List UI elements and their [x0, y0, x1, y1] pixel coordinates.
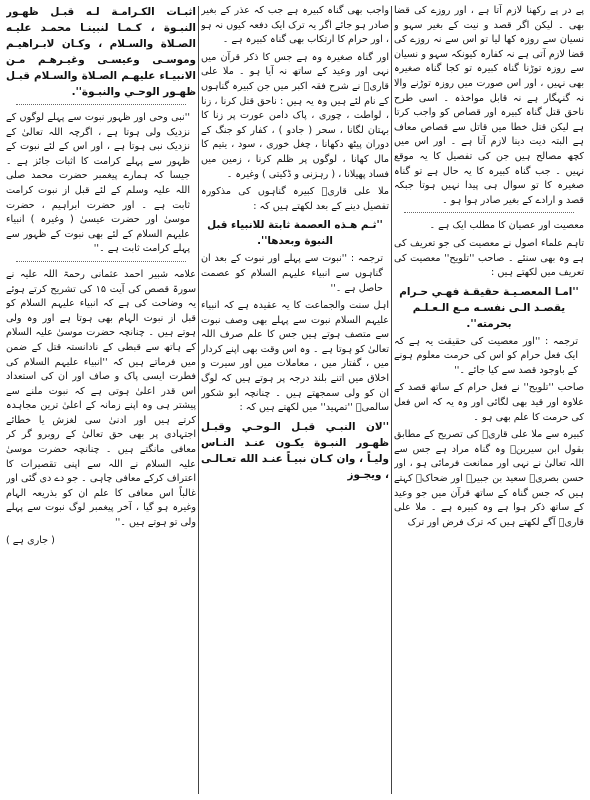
paragraph: تاہم علماء اصول نے معصیت کی جو تعریف کی ہے وہ بھی سنئے ۔ صاحب ''تلویح'' معصیت کی تعریف میں لکھتے ہیں :: [394, 237, 584, 279]
paragraph: پے در پے رکھنا لازم آتا ہے ، اور روزے کی قضا بھی ۔ لیکن اگر قصد و نیت کے بغیر سہو و نسیان سے روزہ کھا لیا تو اس سے نہ روزے کی قضا لازم آتی ہے نہ کفارہ کیونکہ سہو و نسیان سے روزہ توڑنا گناہ کبیرہ تو کجا گناہ صغیرہ بھی نہیں ، اور اس صورت میں روزہ توڑنے والا نہ گنہگار ہے نہ قابل مواخذہ ۔ اسی طرح ناحق قتل گناہ کبیرہ اور قصاص کو واجب کرتا ہے لیکن قتل خطا میں قاتل سے قصاص معاف ہے البتہ دیت دینا لازم آتا ہے ۔ اور اس میں کچھ مصالح ہیں جن کی تفصیل کا یہ موقع نہیں ۔ جب گناہ کبیرہ کا یہ حال ہے تو گناہ صغیرہ کا تو سوال ہی پیدا نہیں ہوتا جبکہ قصد و ارادے کے بغیر صادر ہوا ہو ۔: [394, 5, 584, 206]
paragraph: واجب بھی گناہ کبیرہ ہے جب کہ عذر کے بغیر صادر ہو جائے اگر یہ ترک ایک دفعہ کیوں نہ ہو ، اور حرام کا ارتکاب بھی گناہ کبیرہ ہے ۔: [201, 5, 389, 46]
translation: ترجمہ : ''نبوت سے پہلے اور نبوت کے بعد ان گناہوں سے انبیاء علیہم السلام کو عصمت حاصل ہے ۔'': [201, 253, 383, 294]
arabic-quote: ''ثـم هـذه العصمة ثابتة للانبياء قبل النبوة وبعدها''.: [207, 219, 383, 248]
paragraph: علامہ شبیر احمد عثمانی رحمۃ اللہ علیہ نے سورۃ قصص کی آیت ۱۵ کی تشریح کرتے ہوئے یہ وضاحت کی ہے کہ انبیاء علیہم السلام کو قبل از نبوت الہام بھی ہوتا ہے اور وہ ولی ہوتے ہیں ۔ چنانچہ حضرت موسیٰ علیہ السلام کے ہاتھ سے قبطی کے نادانستہ قتل کے ضمن میں فرماتے ہیں کہ ''انبیاء علیہم السلام کی فطرت ایسی پاک و صاف اور ان کی استعداد اس قدر اعلیٰ ہوتی ہے کہ نبوت ملنے سے پیشتر ہی وہ اپنے زمانہ کے اعلیٰ ترین مجاہدہ کرتے ہیں اور ادنیٰ سی لغزش یا خطائے اجتہادی پر بھی حق تعالیٰ کے روبرو گر کر معافی مانگتے ہیں ۔ چنانچہ حضرت موسیٰ علیہ السلام نے اللہ سے اپنی تقصیرات کا اعتراف کرکے معافی چاہی ۔ جو دے دی گئی اور غالباً اس معافی کا علم ان کو بذریعہ الہام وغیرہ ہو گیا ، آخر پیغمبر لوگ نبوت سے پہلے ولی تو ہوتے ہیں ۔'': [6, 268, 196, 529]
paragraph: اور گناہ صغیرہ وہ ہے جس کا ذکر قرآن میں نہی اور وعید کے ساتھ نہ آیا ہو ۔ ملا علی قاریؒ نے شرح فقہ اکبر میں جن کبیرہ گناہوں کے نام لئے ہیں وہ یہ ہیں : ناحق قتل کرنا ، زنا ، لواطت ، چوری ، پاک دامن عورت پر زنا کا بہتان لگانا ، سحر ( جادو ) ، کفار کو جنگ کے دوران پیٹھ دکھانا ، چغل خوری ، سود ، یتیم کا مال کھانا ، لوگوں پر ظلم کرنا ، زمین میں فساد پھیلانا ، ( رہزنی و ڈکیتی ) وغیرہ ۔: [201, 51, 389, 180]
arabic-quote: اثبـات الكـرامـة لـه قبـل ظهـور النبـوة ، كـمـا لنبينـا محمـد عليـه الصـلاة والسـلام ، وكـان لابـراهيـم وموسـى وعيسـى وغيـرهـم مـن الانبيـاء عليهـم الصـلاة والسـلام قبـل ظهـور الوحـي والنبـوة''.: [6, 6, 196, 98]
separator: [16, 261, 186, 263]
separator: [16, 104, 186, 106]
paragraph: صاحب ''تلویح'' نے فعل حرام کے ساتھ قصد کے علاوہ اور قید بھی لگائی اور وہ یہ کہ اس فعل کی حرمت کا علم بھی ہو ۔: [394, 382, 584, 423]
arabic-quote: ''لان النبـي قبـل الـوحـي وقبـل ظهـور النبـوة يكـون عنـد النـاس وليـاً ، وان كـان نبيـاً عنـد الله تعـالـى ، ويجـوز: [201, 420, 389, 481]
arabic-quote: ''امـا المعصـيـة حقيقـة فهـي حـرام يقصـد الـى نفسـه مـع الـعـلـم بحرمته''.: [399, 285, 579, 330]
column-left: [6, 4, 196, 796]
column-middle: [201, 4, 389, 796]
continued-note: ( جاری ہے ): [6, 534, 55, 546]
column-divider: [391, 6, 392, 794]
separator: [404, 212, 574, 214]
column-right: [394, 4, 584, 796]
paragraph: معصیت اور عصیان کا مطلب ایک ہے ۔: [429, 220, 584, 232]
paragraph: اہل سنت والجماعت کا یہ عقیدہ ہے کہ انبیاء علیہم السلام نبوت سے پہلے بھی وصف نبوت سے متصف ہوتے ہیں جس کا علم صرف اللہ تعالیٰ کو ہوتا ہے ۔ وہ اس وقت بھی اپنے کردار میں ، گفتار میں ، معاملات میں اور سیرت و اخلاق میں اتنے بلند درجہ پر ہوتے ہیں کہ لوگ ان کو ولی سمجھتے ہیں ۔ چنانچہ ابو شکور سالمیؒ ''تمہید'' میں لکھتے ہیں کہ :: [201, 300, 389, 414]
column-divider: [198, 6, 199, 794]
translation: ترجمہ : ''اور معصیت کی حقیقت یہ ہے کہ ایک فعل حرام کو اس کی حرمت معلوم ہونے کے باوجود قصد سے کیا جائے ۔'': [394, 335, 578, 376]
translation: ''نبی وحی اور ظہور نبوت سے پہلے لوگوں کے نزدیک ولی ہوتا ہے ، اگرچہ اللہ تعالیٰ کے نزدیک نبی ہوتا ہے ، اور اس کے لئے نبوت کے ظہور سے پہلے کرامت کا اثبات جائز ہے ۔ جیسا کہ ہمارے پیغمبر حضرت محمد صلی اللہ علیہ وسلم کے لئے قبل از نبوت کرامت ثابت ہے ۔ اور حضرت ابراہیم ، حضرت موسیٰ اور حضرت عیسیٰ ( وغیرہ ) انبیاء علیہم السلام کے لئے بھی نبوت کے ظہور سے پہلے کرامت ثابت ہے ۔'': [6, 112, 190, 255]
paragraph: کبیرہ سے ملا علی قاریؒ کی تصریح کے مطابق بقول ابن سیرینؒ وہ گناہ مراد ہے جس سے اللہ تعالیٰ نے نہی اور ممانعت فرمائی ہو ، اور حسن بصریؒ سعید بن جبیرؒ اور ضحاکؒ کہتے ہیں کہ جس گناہ کے ساتھ قرآن میں جو وعید کے ساتھ ذکر ہوا ہے وہ کبیرہ ہے ۔ ملا علی قاریؒ آگے لکھتے ہیں کہ ترک فرض اور ترک: [394, 429, 584, 528]
paragraph: ملا علی قاریؒ کبیرہ گناہوں کی مذکورہ تفصیل دینے کے بعد لکھتے ہیں کہ :: [201, 186, 389, 212]
